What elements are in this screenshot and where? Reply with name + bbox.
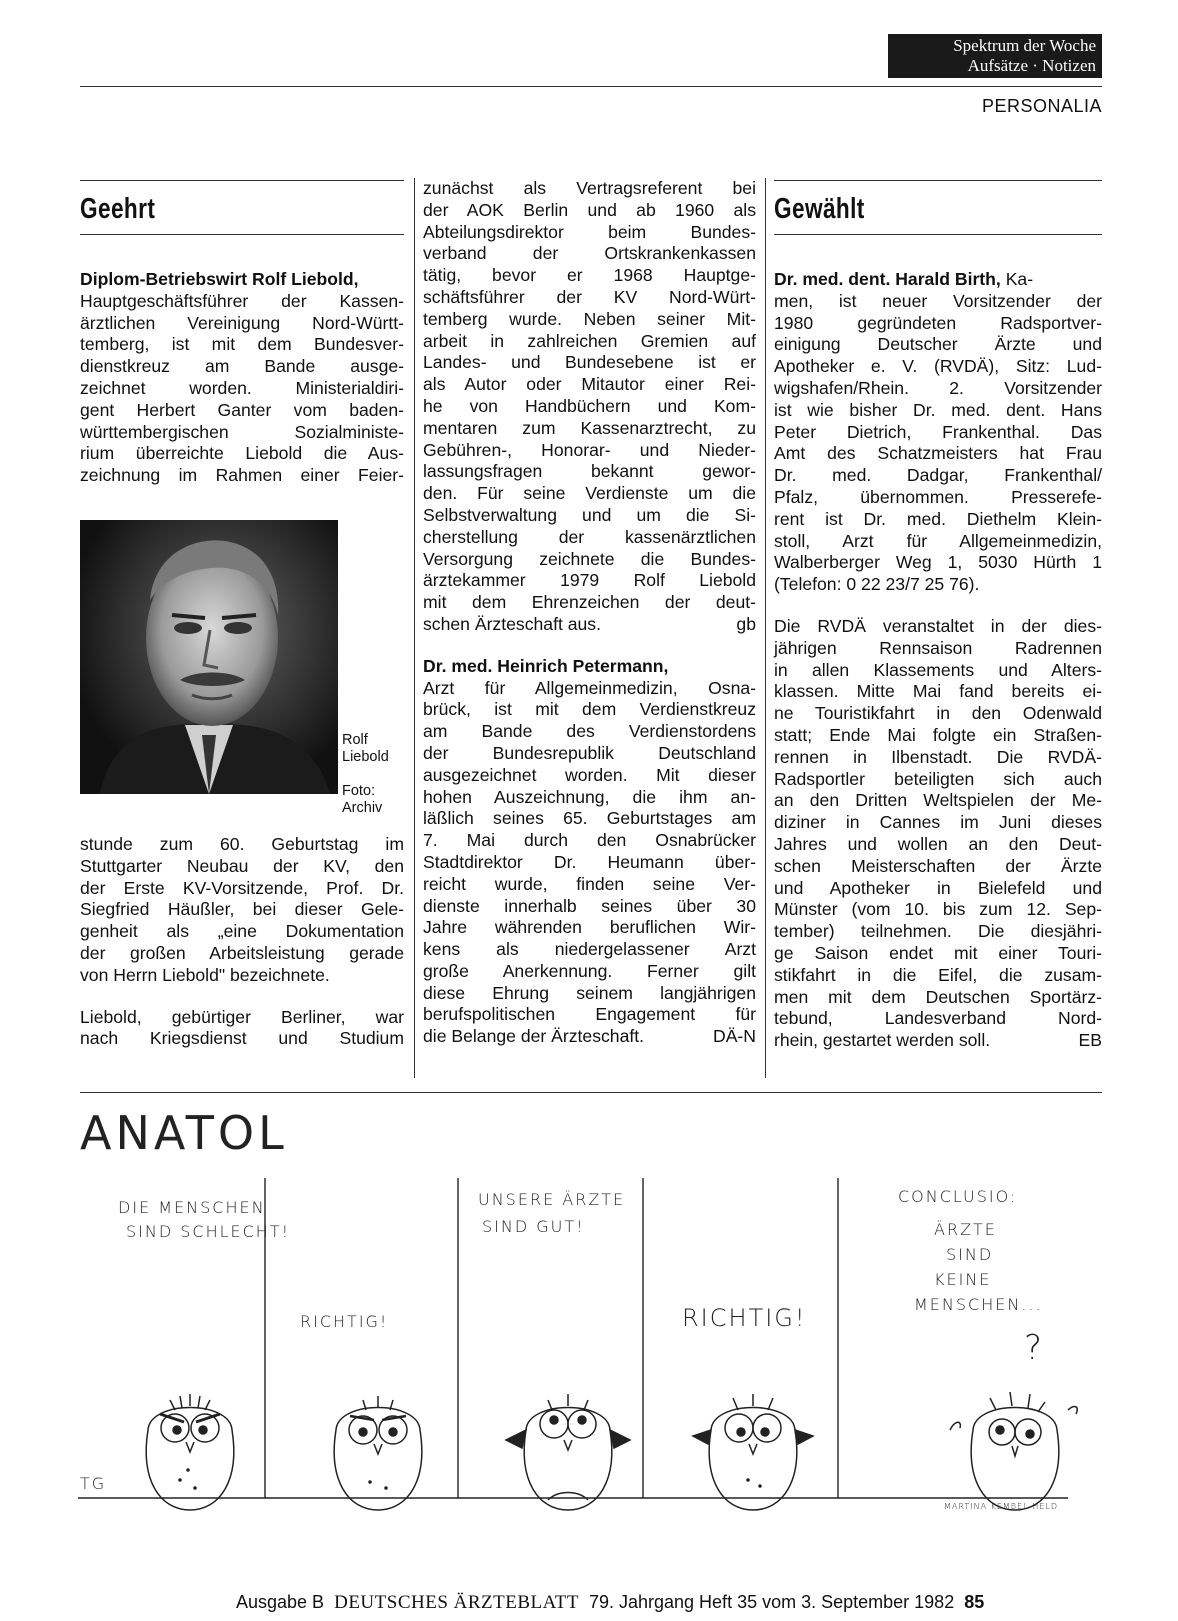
issue-info: 79. Jahrgang Heft 35 vom 3. September 1982 bbox=[588, 1592, 955, 1612]
owl-figure-5 bbox=[940, 1370, 1090, 1520]
text-line: Dr. med. Dadgar, Frankenthal/ bbox=[774, 465, 1102, 486]
text-line: kens als niedergelassener Arzt bbox=[423, 939, 756, 960]
rubric-title: PERSONALIA bbox=[981, 96, 1102, 116]
artist-initials: TG bbox=[80, 1474, 107, 1493]
text-line: tätig, bevor er 1968 Hauptge- bbox=[423, 265, 756, 286]
article-liebold-part1 bbox=[80, 269, 404, 487]
text-line: mentaren zum Kassenarztrecht, zu bbox=[423, 417, 756, 438]
text-line: berufspolitischen Engagement für bbox=[423, 1004, 756, 1025]
text-line: lassungsfragen bekannt gewor- bbox=[423, 461, 756, 482]
speech-line: UNSERE ÄRZTE bbox=[478, 1190, 626, 1209]
text-line: genheit als „eine Dokumentation bbox=[80, 921, 404, 942]
text-line: Abteilungsdirektor beim Bundes- bbox=[423, 221, 756, 242]
text-line: diese Ehrung seinem langjährigen bbox=[423, 982, 756, 1003]
portrait-photo bbox=[80, 520, 338, 794]
text-line: temberg wurde. Neben seiner Mit- bbox=[423, 308, 756, 329]
text-line: Walberberger Weg 1, 5030 Hürth 1 bbox=[774, 552, 1102, 573]
text-line: Die RVDÄ veranstaltet in der dies- bbox=[774, 615, 1102, 636]
text-line: klassen. Mitte Mai fand bereits ei- bbox=[774, 681, 1102, 702]
caption-name-1: Rolf bbox=[342, 732, 368, 748]
text-line: rium überreichte Liebold die Aus- bbox=[80, 443, 404, 464]
author-signature: EB bbox=[1078, 1030, 1102, 1051]
section-label-line1: Spektrum der Woche bbox=[953, 36, 1096, 55]
question-mark: ? bbox=[1024, 1328, 1045, 1368]
text-line: zeichnung im Rahmen einer Feier- bbox=[80, 465, 404, 486]
text-line: Radsportler beteiligten sich auch bbox=[774, 768, 1102, 789]
text-line: Stuttgarter Neubau der KV, den bbox=[80, 855, 404, 876]
comic-title: ANATOL bbox=[80, 1106, 288, 1160]
text-line: Arzt für Allgemeinmedizin, Osna- bbox=[423, 677, 756, 698]
text-line: stoll, Arzt für Allgemeinmedizin, bbox=[774, 530, 1102, 551]
text-line: 7. Mai durch den Osnabrücker bbox=[423, 830, 756, 851]
text-line: he von Handbüchern und Kom- bbox=[423, 395, 756, 416]
text-line: einigung Deutscher Ärzte und bbox=[774, 334, 1102, 355]
photo-caption bbox=[342, 732, 389, 817]
speech-line: SIND GUT! bbox=[482, 1217, 585, 1236]
paragraph-end-gb bbox=[423, 614, 756, 636]
text-line: 1980 gegründeten Radsportver- bbox=[774, 312, 1102, 333]
text-line: diziner in Cannes im Juni dieses bbox=[774, 812, 1102, 833]
text-line: rennen in Ilbenstadt. Die RVDÄ- bbox=[774, 746, 1102, 767]
text-line: schen Meisterschaften der Ärzte bbox=[774, 855, 1102, 876]
text-line: Jahre währenden beruflichen Wir- bbox=[423, 917, 756, 938]
text-line: ausgezeichnet worden. Mit dieser bbox=[423, 764, 756, 785]
text-line: temberg, ist mit dem Bundesver- bbox=[80, 334, 404, 355]
lead-line bbox=[774, 269, 1102, 291]
col3-top-rule bbox=[774, 180, 1102, 181]
person-name: Dr. med. dent. Harald Birth, bbox=[774, 269, 1001, 289]
text-line: schen Ärzteschaft aus. bbox=[423, 613, 601, 634]
speech-text-panel2: RICHTIG! bbox=[300, 1312, 389, 1331]
text-line: hohen Auszeichnung, die ihm an- bbox=[423, 786, 756, 807]
speech-text-panel1 bbox=[118, 1196, 290, 1244]
speech-line: MENSCHEN... bbox=[914, 1295, 1043, 1314]
text-line: rhein, gestartet werden soll. bbox=[774, 1030, 991, 1051]
text-line: den. Für seine Verdienste um die bbox=[423, 483, 756, 504]
article-col2 bbox=[423, 178, 756, 1048]
text-line: zunächst als Vertragsreferent bei bbox=[423, 178, 756, 198]
text-line: der Bundesrepublik Deutschland bbox=[423, 742, 756, 763]
edition-label: Ausgabe B bbox=[236, 1592, 325, 1612]
text-line: schäftsführer der KV Nord-Würt- bbox=[423, 286, 756, 307]
paragraph-end-eb bbox=[774, 1030, 1102, 1052]
text-line: württembergischen Sozialministe- bbox=[80, 421, 404, 442]
text-line: Liebold, gebürtiger Berliner, war bbox=[80, 1006, 404, 1027]
text-line: men, ist neuer Vorsitzender der bbox=[774, 290, 1102, 311]
caption-credit-2: Archiv bbox=[342, 800, 383, 816]
speech-line: SIND SCHLECHT! bbox=[126, 1222, 291, 1241]
heading-gewaehlt: Gewählt bbox=[774, 193, 865, 225]
text-line: Hauptgeschäftsführer der Kassen- bbox=[80, 290, 404, 311]
text-line: ärztekammer 1979 Rolf Liebold bbox=[423, 570, 756, 591]
article-col3 bbox=[774, 269, 1102, 1052]
page-footer bbox=[236, 1592, 1102, 1614]
text-line: der großen Arbeitsleistung gerade bbox=[80, 942, 404, 963]
text-line: Münster (vom 10. bis zum 12. Sep- bbox=[774, 899, 1102, 920]
section-label bbox=[888, 34, 1102, 78]
text-line: ärztlichen Vereinigung Nord-Württ- bbox=[80, 312, 404, 333]
text-line: Siegfried Häußler, bei dieser Gele- bbox=[80, 899, 404, 920]
text-line: nach Kriegsdienst und Studium bbox=[80, 1028, 404, 1049]
text-line: ge Saison endet mit einer Touri- bbox=[774, 942, 1102, 963]
paragraph-end-daen bbox=[423, 1026, 756, 1048]
text-line: Peter Dietrich, Frankenthal. Das bbox=[774, 421, 1102, 442]
text-line: am Bande des Verdienstordens bbox=[423, 721, 756, 742]
text-line: Versorgung zeichnete die Bundes- bbox=[423, 548, 756, 569]
text-line: arbeit in zahlreichen Gremien auf bbox=[423, 330, 756, 351]
text-line: ist wie bisher Dr. med. dent. Hans bbox=[774, 399, 1102, 420]
text-line: dienstkreuz am Bande ausge- bbox=[80, 356, 404, 377]
speech-line: SIND bbox=[946, 1245, 994, 1264]
caption-name-2: Liebold bbox=[342, 749, 389, 765]
text-line: in allen Klassements und Alters- bbox=[774, 659, 1102, 680]
text-line: der AOK Berlin und ab 1960 als bbox=[423, 199, 756, 220]
person-name: Dr. med. Heinrich Petermann, bbox=[423, 655, 669, 676]
text-line: verband der Ortskrankenkassen bbox=[423, 243, 756, 264]
caption-credit-1: Foto: bbox=[342, 783, 376, 799]
comic-top-rule bbox=[80, 1092, 1102, 1093]
text-line: Gebühren-, Honorar- und Nieder- bbox=[423, 439, 756, 460]
text-line: Pfalz, übernommen. Presserefe- bbox=[774, 486, 1102, 507]
text-line: Jahres und wollen an den Deut- bbox=[774, 833, 1102, 854]
text-line: ne Touristikfahrt in den Odenwald bbox=[774, 703, 1102, 724]
text-line: brück, ist mit dem Verdienstkreuz bbox=[423, 699, 756, 720]
text-line: die Belange der Ärzteschaft. bbox=[423, 1026, 645, 1047]
text-line: der Erste KV-Vorsitzende, Prof. Dr. bbox=[80, 877, 404, 898]
col3-heading-rule bbox=[774, 234, 1102, 235]
text-line: cherstellung der kassenärztlichen bbox=[423, 526, 756, 547]
text-line: reicht wurde, finden seine Ver- bbox=[423, 873, 756, 894]
text-line: Landes- und Bundesebene ist er bbox=[423, 352, 756, 373]
article-liebold-part2 bbox=[80, 834, 404, 1050]
owl-figure-4 bbox=[678, 1370, 828, 1520]
text-line: von Herrn Liebold" bezeichnete. bbox=[80, 964, 330, 985]
text-line: jährigen Rennsaison Radrennen bbox=[774, 637, 1102, 658]
column-divider-2 bbox=[765, 178, 766, 1078]
speech-line: ÄRZTE bbox=[934, 1220, 997, 1239]
col1-heading-rule bbox=[80, 234, 404, 235]
person-name: Diplom-Betriebswirt Rolf Liebold, bbox=[80, 269, 359, 289]
col1-top-rule bbox=[80, 180, 404, 181]
speech-text-panel3 bbox=[478, 1186, 625, 1240]
column-divider-1 bbox=[414, 178, 415, 1078]
heading-geehrt: Geehrt bbox=[80, 193, 156, 225]
text-line: gent Herbert Ganter vom baden- bbox=[80, 399, 404, 420]
author-signature: DÄ-N bbox=[712, 1026, 756, 1047]
owl-figure-2 bbox=[308, 1370, 448, 1520]
text-fragment: Ka- bbox=[1000, 269, 1034, 289]
text-line: Stadtdirektor Dr. Heumann über- bbox=[423, 851, 756, 872]
text-line: läßlich seines 65. Geburtstages am bbox=[423, 808, 756, 829]
text-line: große Anerkennung. Ferner gilt bbox=[423, 960, 756, 981]
owl-figure-1 bbox=[120, 1370, 260, 1520]
speech-line: DIE MENSCHEN bbox=[118, 1198, 266, 1217]
magazine-name: DEUTSCHES ÄRZTEBLATT bbox=[334, 1592, 579, 1613]
text-line: dienste innerhalb seines über 30 bbox=[423, 895, 756, 916]
speech-line: KEINE bbox=[934, 1270, 992, 1289]
text-line: als Autor oder Mitautor einer Rei- bbox=[423, 374, 756, 395]
speech-line: CONCLUSIO: bbox=[898, 1187, 1018, 1206]
text-line: Amt des Schatzmeisters hat Frau bbox=[774, 443, 1102, 464]
text-line: rent ist Dr. med. Diethelm Klein- bbox=[774, 508, 1102, 529]
author-signature: gb bbox=[736, 613, 756, 634]
text-line: Selbstverwaltung und um die Si- bbox=[423, 504, 756, 525]
owl-figure-3 bbox=[488, 1370, 648, 1520]
section-label-line2: Aufsätze · Notizen bbox=[967, 56, 1096, 75]
text-line: men mit dem Deutschen Sportärz- bbox=[774, 986, 1102, 1007]
text-line: zeichnet worden. Ministerialdiri- bbox=[80, 377, 404, 398]
speech-text-panel4: RICHTIG! bbox=[682, 1304, 807, 1332]
text-line: (Telefon: 0 22 23/7 25 76). bbox=[774, 574, 980, 595]
speech-text-panel5 bbox=[898, 1184, 1043, 1317]
text-line: stunde zum 60. Geburtstag im bbox=[80, 834, 404, 854]
text-line: stikfahrt in die Eifel, die zusam- bbox=[774, 964, 1102, 985]
page-number: 85 bbox=[964, 1592, 985, 1612]
text-line: und Apotheker in Bielefeld und bbox=[774, 877, 1102, 898]
text-line: wigshafen/Rhein. 2. Vorsitzender bbox=[774, 377, 1102, 398]
text-line: an den Dritten Weltspielen der Me- bbox=[774, 790, 1102, 811]
artist-signature: MARTINA KEMBEL-HELD bbox=[944, 1502, 1058, 1511]
text-line: tebund, Landesverband Nord- bbox=[774, 1008, 1102, 1029]
text-line: statt; Ende Mai folgte ein Straßen- bbox=[774, 724, 1102, 745]
text-line: tember) teilnehmen. Die diesjähri- bbox=[774, 921, 1102, 942]
header-rule bbox=[80, 86, 1102, 87]
text-line: mit dem Ehrenzeichen der deut- bbox=[423, 592, 756, 613]
text-line: Apotheker e. V. (RVDÄ), Sitz: Lud- bbox=[774, 356, 1102, 377]
